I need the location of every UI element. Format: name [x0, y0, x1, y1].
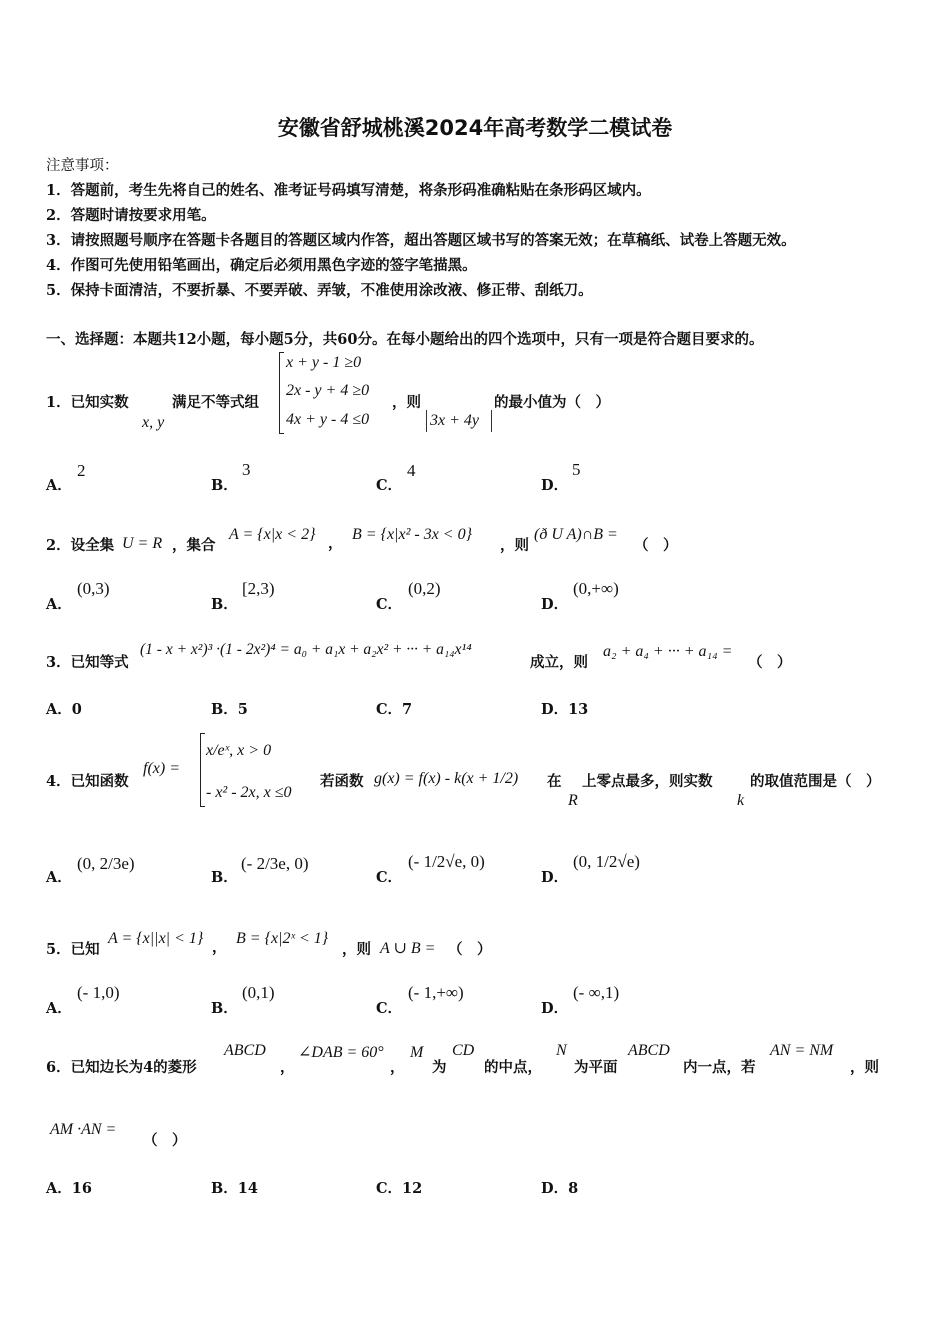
q1-ineq-2: 2x - y + 4 ≥0: [286, 382, 370, 399]
q4-option-a-label: A．: [46, 869, 72, 886]
q5-option-d-label: D．: [541, 1000, 569, 1017]
q2-set-b: B = {x|x² - 3x < 0}: [352, 526, 472, 543]
q3-option-b-label: B．: [211, 701, 238, 718]
q6-word-1: 为: [432, 1059, 447, 1076]
section-heading: 一、选择题：本题共12小题，每小题5分，共60分。在每小题给出的四个选项中，只有一项是符合题目要求的。: [46, 331, 764, 348]
notice-item: 3．请按照题号顺序在答题卡各题目的答题区域内作答，超出答题区域书写的答案无效；在草稿纸、试卷上答题无效。: [46, 232, 796, 249]
q1-ineq-1: x + y - 1 ≥0: [286, 354, 362, 371]
exam-title: 安徽省舒城桃溪2024年高考数学二模试卷: [277, 116, 673, 140]
q6-option-c: [376, 1177, 422, 1198]
q6-suffix: （ ）: [143, 1132, 187, 1149]
q3-option-b-value: 5: [237, 701, 248, 718]
q1-prefix: 1．已知实数: [46, 394, 129, 411]
q3-option-d-value: 13: [568, 701, 589, 718]
q4-option-d-label: D．: [541, 869, 569, 886]
q2-option-d-value: (0,+∞): [573, 579, 619, 598]
q3-option-a-value: 0: [71, 701, 82, 718]
q5-option-c-label: C．: [376, 1000, 403, 1017]
q6-condition: AN = NM: [770, 1042, 834, 1059]
q5-option-b-value: (0,1): [242, 983, 275, 1002]
q6-option-a-value: 16: [71, 1180, 92, 1197]
q6-expr: AM ·AN =: [50, 1121, 117, 1138]
q1-option-c-label: C．: [376, 477, 403, 494]
q1-suffix: 的最小值为（ ）: [494, 394, 610, 411]
q1-option-d-value: 5: [572, 460, 581, 479]
q4-on: 在: [547, 773, 562, 790]
q3-option-b: [211, 698, 248, 719]
q1-option-a-label: A．: [46, 477, 72, 494]
q4-mid2: 上零点最多，则实数: [582, 773, 713, 790]
q5-option-c-value: (- 1,+∞): [408, 983, 464, 1002]
q6-abcd-2: ABCD: [628, 1042, 670, 1059]
q6-option-b-label: B．: [211, 1180, 238, 1197]
q3-prefix: 3．已知等式: [46, 654, 129, 671]
q2-option-d-label: D．: [541, 596, 569, 613]
q2-option-a-label: A．: [46, 596, 72, 613]
q6-segment-cd: CD: [452, 1042, 475, 1059]
q6-comma-1: ，: [280, 1059, 295, 1076]
q5-option-d-value: (- ∞,1): [573, 983, 620, 1002]
q1-option-b-label: B．: [211, 477, 238, 494]
q4-case-2: - x² - 2x, x ≤0: [206, 784, 292, 801]
q2-mid: ，集合: [172, 537, 216, 554]
q6-word-2: 的中点，: [484, 1059, 542, 1076]
q6-abcd: ABCD: [224, 1042, 266, 1059]
q1-system-brace: [279, 352, 284, 434]
q4-option-a-value: (0, 2/3e): [77, 854, 135, 873]
q4-prefix: 4．已知函数: [46, 773, 129, 790]
q2-set-a: A = {x|x < 2}: [229, 526, 316, 543]
q3-option-a-label: A．: [46, 701, 72, 718]
q4-suffix: 的取值范围是（ ）: [750, 773, 881, 790]
q2-comma: ，: [328, 535, 343, 552]
q4-option-c-label: C．: [376, 869, 403, 886]
q6-option-b-value: 14: [237, 1180, 258, 1197]
q6-option-d-value: 8: [568, 1180, 579, 1197]
q2-option-b-label: B．: [211, 596, 238, 613]
q6-word-3: 为平面: [574, 1059, 618, 1076]
q1-then: ，则: [392, 394, 421, 411]
q2-option-c-value: (0,2): [408, 579, 441, 598]
q1-option-b-value: 3: [242, 460, 251, 479]
notice-item: 5．保持卡面清洁，不要折暴、不要弄破、弄皱，不准使用涂改液、修正带、刮纸刀。: [46, 282, 593, 299]
q6-point-n: N: [556, 1042, 567, 1059]
q3-expr: a₂ + a₄ + ··· + a₁₄ =: [603, 643, 733, 660]
q6-word-5: ，则: [850, 1059, 879, 1076]
q1-vars: x, y: [142, 414, 165, 431]
q5-suffix: （ ）: [448, 941, 492, 958]
q3-equation: (1 - x + x²)³ ·(1 - 2x²)⁴ = a₀ + a₁x + a₂x² + ··· + a₁₄x¹⁴: [140, 641, 472, 658]
notice-item: 1．答题前，考生先将自己的姓名、准考证号码填写清楚，将条形码准确粘贴在条形码区域内。: [46, 182, 651, 199]
q5-set-a: A = {x||x| < 1}: [108, 930, 204, 947]
q5-option-a-value: (- 1,0): [77, 983, 120, 1002]
q1-option-d-label: D．: [541, 477, 569, 494]
q2-then: ，则: [500, 537, 529, 554]
q6-comma-2: ，: [390, 1059, 405, 1076]
q1-option-a-value: 2: [77, 461, 86, 480]
q4-piecewise-brace: [200, 733, 205, 807]
q4-option-d-value: (0, 1/2√e): [573, 852, 640, 871]
q4-option-b-value: (- 2/3e, 0): [241, 854, 309, 873]
q6-option-b: [211, 1177, 258, 1198]
q3-option-d: [541, 698, 588, 719]
q4-option-c-value: (- 1/2√e, 0): [408, 852, 485, 871]
q6-point-m: M: [410, 1044, 424, 1061]
q5-option-a-label: A．: [46, 1000, 72, 1017]
notice-item: 2．答题时请按要求用笔。: [46, 207, 216, 224]
q6-prefix: 6．已知边长为4的菱形: [46, 1059, 197, 1076]
q4-option-b-label: B．: [211, 869, 238, 886]
q2-suffix: （ ）: [634, 537, 678, 554]
q5-set-b: B = {x|2ˣ < 1}: [236, 930, 329, 947]
q6-word-4: 内一点，若: [683, 1059, 756, 1076]
q4-function-g: g(x) = f(x) - k(x + 1/2): [374, 770, 519, 787]
q6-option-c-label: C．: [376, 1180, 403, 1197]
q1-option-c-value: 4: [407, 461, 416, 480]
q5-expr: A ∪ B =: [380, 940, 436, 957]
q3-suffix: （ ）: [748, 654, 792, 671]
q4-function-f: f(x) =: [143, 760, 180, 777]
q5-prefix: 5．已知: [46, 941, 100, 958]
q4-domain-r: R: [568, 792, 578, 809]
q2-universal-set: U = R: [122, 535, 163, 552]
q2-prefix: 2．设全集: [46, 537, 115, 554]
q3-option-c: [376, 698, 412, 719]
q3-option-d-label: D．: [541, 701, 569, 718]
q5-option-b-label: B．: [211, 1000, 238, 1017]
q6-option-a: [46, 1177, 92, 1198]
q3-option-c-value: 7: [402, 701, 413, 718]
notice-item: 4．作图可先使用铅笔画出，确定后必须用黑色字迹的签字笔描黑。: [46, 257, 477, 274]
q1-mid: 满足不等式组: [172, 394, 259, 411]
q2-option-a-value: (0,3): [77, 579, 110, 598]
q6-option-d: [541, 1177, 578, 1198]
q5-comma: ，: [212, 939, 227, 956]
q1-ineq-3: 4x + y - 4 ≤0: [286, 411, 370, 428]
q4-case-1: x/eˣ, x > 0: [206, 742, 272, 759]
q3-option-c-label: C．: [376, 701, 403, 718]
q5-then: ，则: [342, 941, 371, 958]
q6-option-d-label: D．: [541, 1180, 569, 1197]
q6-option-c-value: 12: [402, 1180, 423, 1197]
q3-option-a: [46, 698, 82, 719]
q2-option-b-value: [2,3): [242, 579, 275, 598]
q6-angle: ∠DAB = 60°: [298, 1044, 384, 1061]
q3-mid: 成立，则: [530, 654, 588, 671]
notice-heading: 注意事项：: [46, 158, 119, 174]
q4-k: k: [737, 792, 745, 809]
q4-mid: 若函数: [320, 773, 364, 790]
q2-option-c-label: C．: [376, 596, 403, 613]
q6-option-a-label: A．: [46, 1180, 72, 1197]
q2-expr: (ð U A)∩B =: [534, 526, 618, 543]
q1-expr: 3x + 4y: [430, 412, 479, 429]
